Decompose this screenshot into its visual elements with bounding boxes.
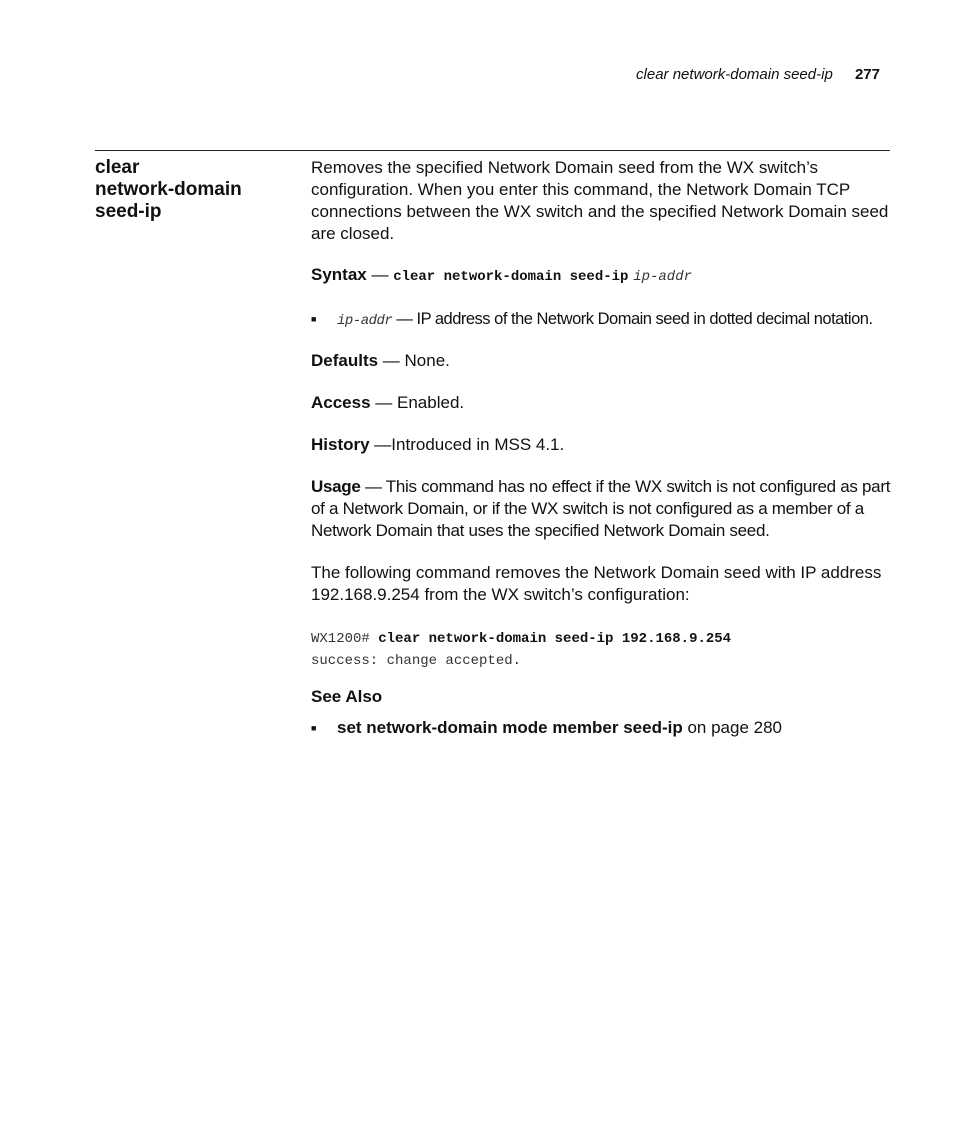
code-command: clear network-domain seed-ip 192.168.9.254 (378, 631, 732, 647)
see-also-entry (337, 717, 782, 739)
code-prompt: WX1200# (311, 631, 379, 647)
access-line (311, 392, 895, 414)
defaults-text: — None. (378, 351, 450, 370)
see-also-item (311, 717, 895, 741)
section-divider (95, 150, 890, 151)
intro-paragraph: Removes the specified Network Domain seed from the WX switch’s configuration. When you enter this command, the Network Domain TCP connections between the WX switch and the specified Network Domain seed are closed. (311, 158, 889, 243)
access-label: Access (311, 393, 371, 412)
usage-label: Usage (311, 477, 361, 496)
param-name: ip-addr (337, 313, 393, 329)
see-also-page-ref: on page 280 (682, 718, 783, 737)
param-list-item (311, 308, 895, 332)
bullet-icon: ■ (311, 314, 317, 324)
syntax-separator: — (366, 265, 394, 284)
syntax-line (311, 264, 895, 288)
syntax-command: clear network-domain seed-ip (393, 269, 629, 285)
see-also-link[interactable]: set network-domain mode member seed-ip (337, 718, 683, 737)
usage-paragraph (311, 476, 895, 542)
see-also-heading: See Also (311, 687, 383, 706)
code-output: success: change accepted. (311, 653, 522, 669)
history-line (311, 434, 895, 456)
command-heading-line: seed-ip (95, 201, 162, 222)
command-heading (95, 157, 295, 223)
syntax-label: Syntax (311, 265, 367, 284)
usage-text: — This command has no effect if the WX switch is not configured as part of a Network Domain, or if the WX switch is not configured as a member of a Network Domain that uses the specified Network Domain seed. (311, 477, 891, 540)
param-description (337, 308, 873, 332)
history-label: History (311, 435, 370, 454)
code-example (311, 626, 895, 672)
defaults-label: Defaults (311, 351, 379, 370)
command-body (311, 157, 895, 759)
example-intro: The following command removes the Network Domain seed with IP address 192.168.9.254 from the WX switch’s configuration: (311, 563, 882, 604)
access-text: — Enabled. (370, 393, 465, 412)
param-desc: — IP address of the Network Domain seed in dotted decimal notation. (392, 310, 873, 328)
syntax-param: ip-addr (633, 269, 692, 285)
history-text: —Introduced in MSS 4.1. (369, 435, 565, 454)
running-header (636, 66, 880, 83)
command-heading-line: clear (95, 157, 140, 178)
code-command-line (311, 626, 895, 650)
defaults-line (311, 350, 895, 372)
page-number: 277 (854, 66, 880, 83)
command-heading-line: network-domain (95, 179, 242, 200)
bullet-icon: ■ (311, 723, 317, 733)
running-title: clear network-domain seed-ip (636, 66, 833, 83)
